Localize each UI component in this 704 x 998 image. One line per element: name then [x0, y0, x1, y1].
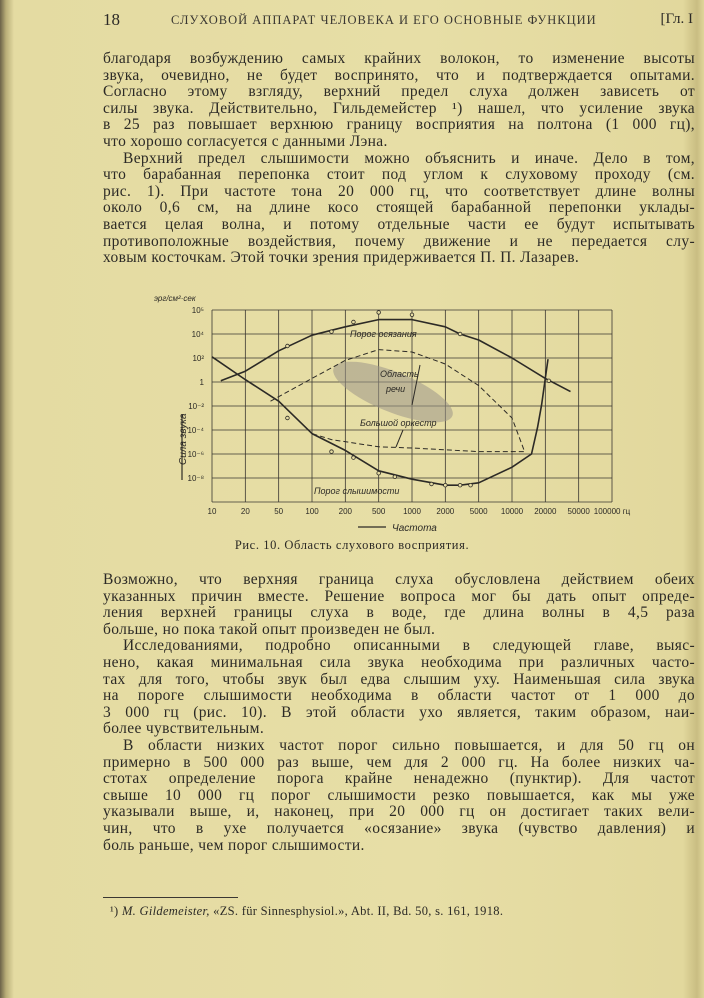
footnote-marker: ¹) [110, 904, 119, 918]
x-tick-label: 20 [240, 507, 250, 516]
text-line: рис. 1). При частоте тона 20 000 гц, что соответствует длине волны [103, 183, 695, 200]
feeling-data-point [410, 313, 414, 317]
text-line: примерно в 500 000 раз выше, чем для 2 000 гц. На более низких ча- [103, 754, 695, 771]
text-line: благодаря возбуждению самых крайних волокон, то изменение высоты [103, 51, 695, 67]
y-tick-label: 1 [199, 378, 204, 387]
label-hearing-threshold: Порог слышимости [314, 486, 400, 496]
hearing-data-point [393, 475, 397, 479]
x-tick-label: 200 [338, 507, 353, 516]
y-tick-label: 10² [192, 354, 204, 363]
text-line: тах для того, чтобы звук был едва слышим уху. Наименьшая сила звука [103, 671, 695, 688]
label-touch-threshold: Порог осязания [350, 329, 417, 339]
text-line: ховым косточкам. Этой точки зрения придерживается П. П. Лазарев. [103, 250, 580, 267]
text-line: Возможно, что верхняя граница слуха обусловлена действием обеих [103, 572, 695, 588]
y-axis-title: Сила звука [178, 413, 189, 465]
text-line: что барабанная перепонка стоит под углом к слуховому проходу (см. [103, 167, 695, 184]
text-line: в 25 раз повышает верхнюю границу восприятия на полтона (1 000 гц), [103, 117, 695, 134]
x-tick-label: 100000 гц [593, 507, 631, 516]
text-line: стотах определение порога крайне ненадежно (пунктир). Для частот [103, 771, 695, 788]
text-line: Исследованиями, подробно описанными в следующей главе, выяс- [123, 638, 695, 655]
y-unit: эрг/см²·сек [154, 294, 196, 303]
text-line: боль раньше, чем порог слышимости. [103, 837, 365, 854]
hearing-data-point [469, 483, 473, 487]
text-line: противоположные воздействия, почему движение и не передается слу- [103, 233, 695, 250]
text-line: 3 000 гц (рис. 10). В этой области ухо является, таким образом, наи- [103, 704, 695, 721]
text-line: указанных причин вместе. Решение вопроса мог бы дать опыт опреде- [103, 588, 695, 605]
feeling-data-point [547, 379, 551, 383]
x-tick-label: 10 [207, 507, 217, 516]
orchestra-pointer [396, 430, 403, 447]
footnote [110, 904, 503, 919]
x-tick-label: 20000 [534, 507, 557, 516]
x-tick-label: 10000 [500, 507, 524, 516]
page-number: 18 [103, 10, 120, 29]
hearing-data-point [444, 483, 448, 487]
hearing-area-chart [150, 295, 630, 545]
feeling-data-point [377, 311, 381, 315]
x-tick-label: 100 [305, 507, 319, 516]
text-line: силы звука. Действительно, Гильдемейстер ¹) нашел, что усиление звука [103, 100, 695, 117]
feeling-data-point [458, 332, 462, 336]
x-tick-label: 2000 [436, 507, 455, 516]
hearing-data-point [352, 456, 356, 460]
y-tick-label: 10⁵ [191, 306, 204, 315]
footnote-rule [103, 897, 238, 898]
text-line: ления верхней границы слуха в воде, где длина волны в 4,5 раза [103, 605, 695, 622]
feeling-data-point [352, 320, 356, 324]
y-tick-label: 10⁻⁶ [187, 450, 204, 459]
label-speech-1: Область [380, 369, 419, 379]
text-line: более чувствительным. [103, 721, 265, 738]
text-line: около 0,6 см, на длине косо стоящей барабанной перепонки уклады- [103, 200, 695, 217]
text-line: вается целая волна, и потому отдельные части ее будут испытывать [103, 216, 695, 233]
running-title: СЛУХОВОЙ АППАРАТ ЧЕЛОВЕКА И ЕГО ОСНОВНЫЕ ФУНКЦИИ [171, 13, 597, 27]
chapter-marker: [Гл. I [660, 11, 693, 27]
text-line: что хорошо согласуется с данными Лэна. [103, 133, 388, 150]
feeling-data-point [330, 330, 334, 334]
text-line: нено, какая минимальная сила звука необходима при различных часто- [103, 654, 695, 671]
text-line: звука, очевидно, не будет воспринято, что и подтверждается опытами. [103, 67, 695, 84]
y-tick-label: 10⁴ [191, 330, 204, 339]
page-header [103, 10, 695, 30]
x-tick-label: 50000 [567, 507, 590, 516]
text-line: на пороге слышимости необходима в области частот от 1 000 до [103, 688, 695, 705]
footnote-author: M. Gildemeister, [121, 904, 210, 918]
feeling-data-point [286, 344, 290, 348]
footnote-text: «ZS. für Sinnesphysiol.», Abt. II, Bd. 50, s. 161, 1918. [213, 904, 504, 918]
x-tick-label: 500 [371, 507, 386, 516]
text-line: больше, но пока такой опыт произведен не был. [103, 621, 436, 638]
y-tick-label: 10⁻⁴ [187, 426, 204, 435]
x-tick-label: 50 [274, 507, 284, 516]
x-axis-title: Частота [392, 523, 437, 534]
y-tick-label: 10⁻⁸ [187, 474, 204, 483]
text-line: Верхний предел слышимости можно объяснить и иначе. Дело в том, [123, 150, 695, 167]
y-tick-label: 10⁻² [188, 402, 204, 411]
text-line: В области низких частот порог сильно повышается, и для 50 гц он [123, 737, 695, 754]
hearing-data-point [330, 450, 334, 454]
text-line: указывали выше, и, наконец, при 20 000 гц он достигает таких вели- [103, 804, 695, 821]
text-line: чин, что в ухе получается «осязание» звука (чувство давления) и [103, 820, 695, 837]
hearing-data-point [458, 483, 462, 487]
text-line: свыше 10 000 гц порог слышимости резко повышается, как мы уже [103, 787, 695, 804]
hearing-data-point [377, 471, 381, 475]
label-orchestra: Большой оркестр [360, 418, 437, 428]
hearing-data-point [430, 482, 434, 486]
x-tick-label: 5000 [469, 507, 488, 516]
x-tick-label: 1000 [403, 507, 421, 516]
body-text-top [103, 51, 695, 267]
figure-caption: Рис. 10. Область слухового восприятия. [234, 538, 470, 552]
label-speech-2: речи [386, 384, 406, 394]
hearing-data-point [286, 416, 290, 420]
body-text-bottom [103, 572, 695, 854]
text-line: Согласно этому взгляду, верхний предел слуха должен зависеть от [103, 84, 695, 101]
